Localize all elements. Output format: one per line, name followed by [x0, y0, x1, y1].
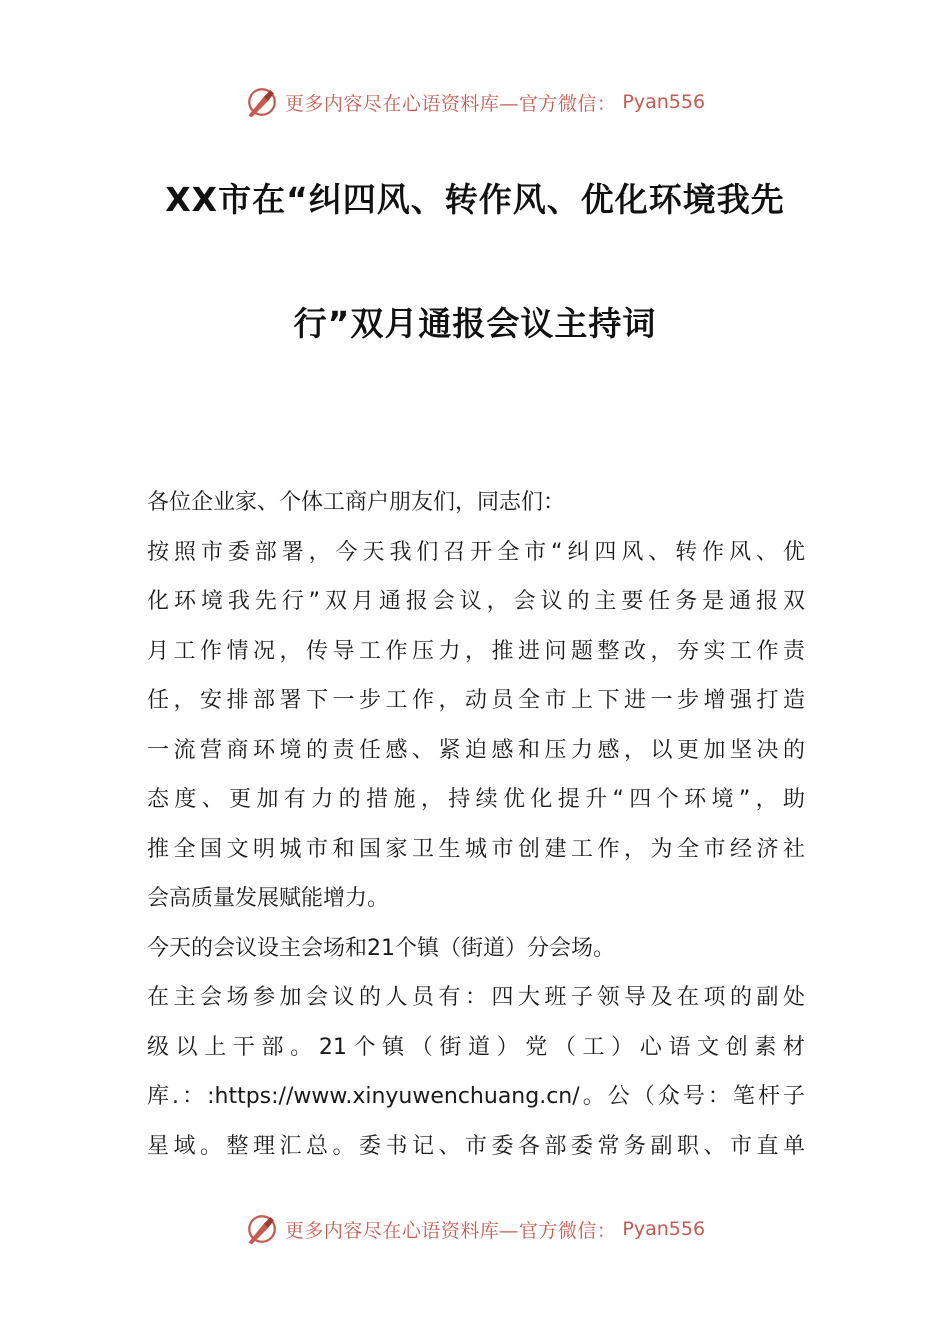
document-title-line-1: XX市在“纠四风、转作风、优化环境我先: [165, 180, 785, 219]
watermark-contact: Pyan556: [622, 1218, 706, 1240]
footer-watermark: [0, 1209, 950, 1249]
body-line: 推全国文明城市和国家卫生城市创建工作，为全市经济社: [147, 836, 805, 862]
watermark-contact: Pyan556: [622, 91, 706, 113]
body-line: 级以上干部。21个镇（街道）党（工）心语文创素材: [147, 1034, 805, 1060]
body-line: 在主会场参加会议的人员有：四大班子领导及在项的副处: [147, 985, 805, 1010]
body-line: 库.：:https://www.xinyuwenchuang.cn/。公（众号：笔杆子: [147, 1084, 805, 1109]
pen-nib-logo-icon: [245, 85, 279, 119]
watermark-text: 更多内容尽在心语资料库—官方微信：: [284, 1219, 617, 1242]
body-line: 态度、更加有力的措施，持续优化提升“四个环境”，助: [147, 787, 805, 812]
body-line: 星域。整理汇总。委书记、市委各部委常务副职、市直单: [147, 1133, 805, 1159]
document-body: [147, 478, 805, 1171]
body-line: 化环境我先行”双月通报会议，会议的主要任务是通报双: [147, 589, 805, 614]
body-line: 会高质量发展赋能增力。: [147, 886, 390, 911]
body-line: 一流营商环境的责任感、紧迫感和压力感，以更加坚决的: [147, 737, 805, 763]
pen-nib-logo-icon: [245, 1212, 279, 1246]
watermark-text: 更多内容尽在心语资料库—官方微信：: [284, 92, 617, 115]
body-line: 月工作情况，传导工作压力，推进问题整改，夯实工作责: [147, 638, 805, 664]
body-line: 任，安排部署下一步工作，动员全市上下进一步增强打造: [147, 688, 805, 713]
body-line: 按照市委部署，今天我们召开全市“纠四风、转作风、优: [147, 539, 805, 565]
document-title-line-2: 行”双月通报会议主持词: [293, 304, 657, 343]
body-line: 各位企业家、个体工商户朋友们，同志们：: [147, 490, 566, 515]
header-watermark: [0, 82, 950, 122]
body-line: 今天的会议设主会场和21个镇（街道）分会场。: [147, 935, 615, 961]
